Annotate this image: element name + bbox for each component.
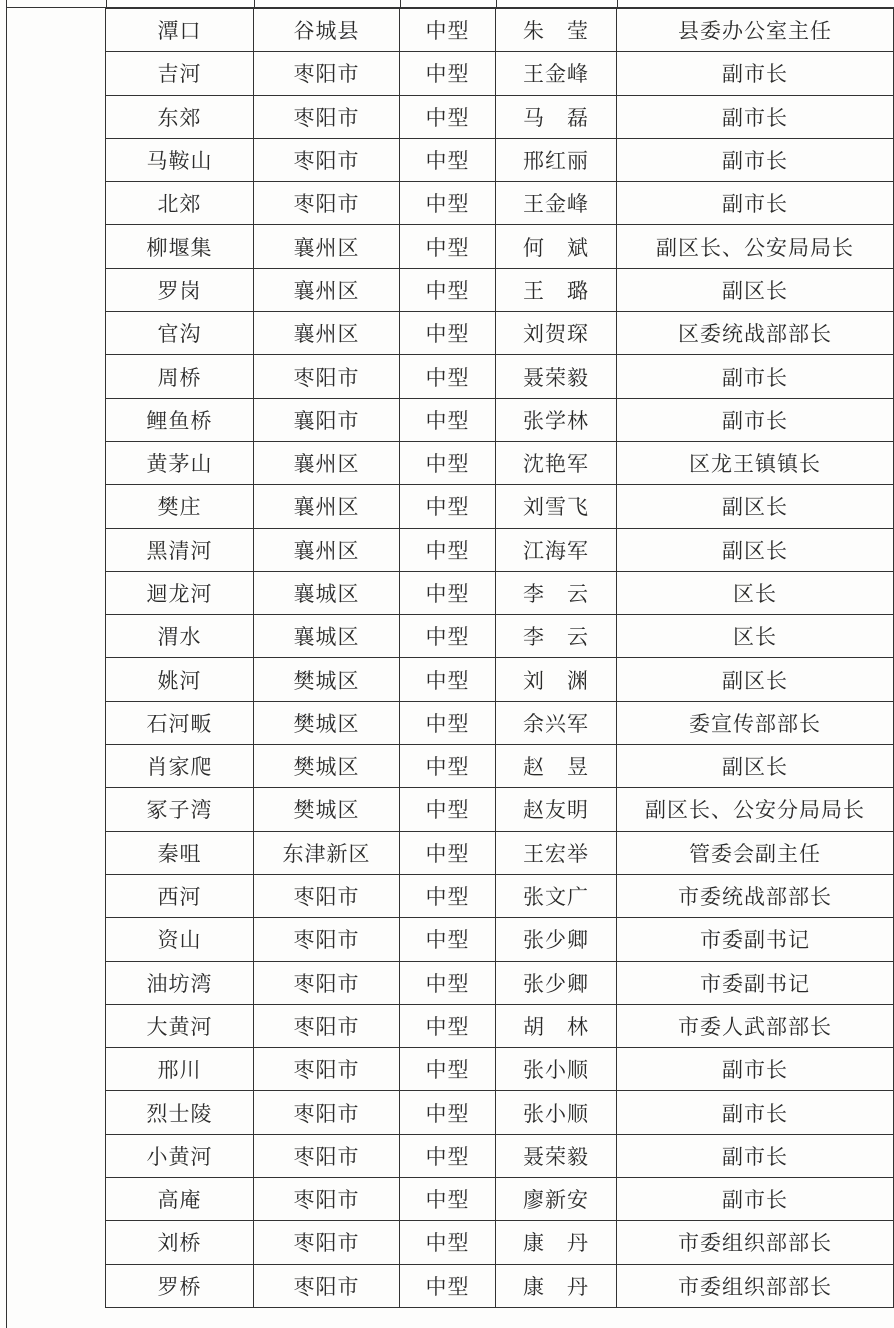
reservoir-name-cell: 西河 <box>106 874 254 917</box>
responsible-person-cell: 余兴军 <box>496 701 617 744</box>
region-cell: 枣阳市 <box>254 95 400 138</box>
reservoir-name-cell: 潭口 <box>106 9 254 52</box>
reservoir-name-cell: 肖家爬 <box>106 745 254 788</box>
reservoir-type-cell: 中型 <box>400 1004 496 1047</box>
reservoir-name-cell: 烈士陵 <box>106 1091 254 1134</box>
responsible-person-cell: 康 丹 <box>496 1221 617 1264</box>
reservoir-type-cell: 中型 <box>400 788 496 831</box>
table-body <box>106 9 894 1308</box>
table-row <box>106 441 894 484</box>
region-cell: 襄州区 <box>254 485 400 528</box>
table-top-edge <box>6 0 894 8</box>
responsible-person-cell: 沈艳军 <box>496 441 617 484</box>
reservoir-type-cell: 中型 <box>400 1048 496 1091</box>
responsible-person-cell: 廖新安 <box>496 1178 617 1221</box>
reservoir-type-cell: 中型 <box>400 658 496 701</box>
table-row <box>106 701 894 744</box>
reservoir-type-cell: 中型 <box>400 441 496 484</box>
reservoir-type-cell: 中型 <box>400 745 496 788</box>
reservoir-type-cell: 中型 <box>400 268 496 311</box>
region-cell: 枣阳市 <box>254 961 400 1004</box>
reservoir-type-cell: 中型 <box>400 485 496 528</box>
reservoir-name-cell: 资山 <box>106 918 254 961</box>
responsible-person-cell: 王金峰 <box>496 52 617 95</box>
reservoir-type-cell: 中型 <box>400 961 496 1004</box>
responsible-person-cell: 邢红丽 <box>496 138 617 181</box>
table-row <box>106 658 894 701</box>
position-cell: 县委办公室主任 <box>617 9 894 52</box>
reservoir-type-cell: 中型 <box>400 355 496 398</box>
position-cell: 市委组织部部长 <box>617 1221 894 1264</box>
position-cell: 副市长 <box>617 1178 894 1221</box>
position-cell: 市委组织部部长 <box>617 1264 894 1307</box>
table-row <box>106 1221 894 1264</box>
responsible-person-cell: 马 磊 <box>496 95 617 138</box>
region-cell: 枣阳市 <box>254 182 400 225</box>
reservoir-name-cell: 高庵 <box>106 1178 254 1221</box>
table-row <box>106 788 894 831</box>
responsible-person-cell: 王 璐 <box>496 268 617 311</box>
table-row <box>106 615 894 658</box>
reservoir-name-cell: 柳堰集 <box>106 225 254 268</box>
position-cell: 副区长 <box>617 745 894 788</box>
position-cell: 副市长 <box>617 1134 894 1177</box>
reservoir-name-cell: 小黄河 <box>106 1134 254 1177</box>
responsible-person-cell: 张少卿 <box>496 961 617 1004</box>
responsible-person-cell: 李 云 <box>496 615 617 658</box>
column-divider <box>254 0 255 8</box>
reservoir-name-cell: 罗岗 <box>106 268 254 311</box>
table-row <box>106 1091 894 1134</box>
responsible-person-cell: 刘 渊 <box>496 658 617 701</box>
region-cell: 樊城区 <box>254 701 400 744</box>
reservoir-name-cell: 刘桥 <box>106 1221 254 1264</box>
reservoir-name-cell: 鲤鱼桥 <box>106 398 254 441</box>
responsible-person-cell: 刘雪飞 <box>496 485 617 528</box>
column-divider <box>496 0 497 8</box>
position-cell: 副区长 <box>617 528 894 571</box>
table-row <box>106 1178 894 1221</box>
table-row <box>106 571 894 614</box>
region-cell: 枣阳市 <box>254 1178 400 1221</box>
position-cell: 副区长、公安分局局长 <box>617 788 894 831</box>
responsible-person-cell: 康 丹 <box>496 1264 617 1307</box>
reservoir-type-cell: 中型 <box>400 1134 496 1177</box>
table-row <box>106 312 894 355</box>
responsible-person-cell: 胡 林 <box>496 1004 617 1047</box>
table-row <box>106 95 894 138</box>
table-row <box>106 918 894 961</box>
region-cell: 襄州区 <box>254 312 400 355</box>
responsible-person-cell: 朱 莹 <box>496 9 617 52</box>
position-cell: 副区长 <box>617 658 894 701</box>
responsible-person-cell: 张学林 <box>496 398 617 441</box>
position-cell: 区龙王镇镇长 <box>617 441 894 484</box>
position-cell: 副市长 <box>617 355 894 398</box>
position-cell: 市委副书记 <box>617 961 894 1004</box>
region-cell: 枣阳市 <box>254 355 400 398</box>
reservoir-type-cell: 中型 <box>400 95 496 138</box>
reservoir-type-cell: 中型 <box>400 138 496 181</box>
reservoir-type-cell: 中型 <box>400 1264 496 1307</box>
responsible-person-cell: 江海军 <box>496 528 617 571</box>
position-cell: 副区长、公安局局长 <box>617 225 894 268</box>
region-cell: 枣阳市 <box>254 1221 400 1264</box>
reservoir-name-cell: 周桥 <box>106 355 254 398</box>
reservoir-type-cell: 中型 <box>400 701 496 744</box>
table-row <box>106 398 894 441</box>
table-row <box>106 1048 894 1091</box>
reservoir-type-cell: 中型 <box>400 398 496 441</box>
region-cell: 襄城区 <box>254 571 400 614</box>
table-row <box>106 9 894 52</box>
reservoir-type-cell: 中型 <box>400 312 496 355</box>
reservoir-type-cell: 中型 <box>400 831 496 874</box>
table-row <box>106 225 894 268</box>
table-row <box>106 182 894 225</box>
position-cell: 市委统战部部长 <box>617 874 894 917</box>
region-cell: 枣阳市 <box>254 138 400 181</box>
position-cell: 市委人武部部长 <box>617 1004 894 1047</box>
table-row <box>106 52 894 95</box>
reservoir-type-cell: 中型 <box>400 1178 496 1221</box>
reservoir-type-cell: 中型 <box>400 225 496 268</box>
region-cell: 樊城区 <box>254 658 400 701</box>
reservoir-name-cell: 北郊 <box>106 182 254 225</box>
reservoir-name-cell: 渭水 <box>106 615 254 658</box>
responsible-person-cell: 李 云 <box>496 571 617 614</box>
reservoir-name-cell: 官沟 <box>106 312 254 355</box>
reservoir-name-cell: 大黄河 <box>106 1004 254 1047</box>
position-cell: 副市长 <box>617 138 894 181</box>
table-row <box>106 745 894 788</box>
table-row <box>106 1134 894 1177</box>
responsible-person-cell: 刘贺琛 <box>496 312 617 355</box>
table-row <box>106 1264 894 1307</box>
responsible-person-cell: 王宏举 <box>496 831 617 874</box>
reservoir-name-cell: 姚河 <box>106 658 254 701</box>
position-cell: 副市长 <box>617 1091 894 1134</box>
reservoir-name-cell: 秦咀 <box>106 831 254 874</box>
reservoir-name-cell: 吉河 <box>106 52 254 95</box>
table-row <box>106 268 894 311</box>
responsible-person-cell: 张小顺 <box>496 1048 617 1091</box>
reservoir-type-cell: 中型 <box>400 615 496 658</box>
responsible-person-cell: 赵 昱 <box>496 745 617 788</box>
table-row <box>106 355 894 398</box>
position-cell: 区委统战部部长 <box>617 312 894 355</box>
reservoir-type-cell: 中型 <box>400 571 496 614</box>
reservoir-type-cell: 中型 <box>400 1091 496 1134</box>
position-cell: 区长 <box>617 615 894 658</box>
reservoir-name-cell: 油坊湾 <box>106 961 254 1004</box>
position-cell: 市委副书记 <box>617 918 894 961</box>
table-row <box>106 961 894 1004</box>
responsible-person-cell: 张小顺 <box>496 1091 617 1134</box>
reservoir-type-cell: 中型 <box>400 9 496 52</box>
position-cell: 委宣传部部长 <box>617 701 894 744</box>
position-cell: 副市长 <box>617 52 894 95</box>
region-cell: 枣阳市 <box>254 874 400 917</box>
reservoir-name-cell: 迴龙河 <box>106 571 254 614</box>
table-row <box>106 485 894 528</box>
reservoir-type-cell: 中型 <box>400 528 496 571</box>
responsible-person-cell: 张少卿 <box>496 918 617 961</box>
reservoir-responsibility-table <box>105 8 894 1308</box>
reservoir-name-cell: 东郊 <box>106 95 254 138</box>
region-cell: 襄阳市 <box>254 398 400 441</box>
region-cell: 枣阳市 <box>254 52 400 95</box>
responsible-person-cell: 赵友明 <box>496 788 617 831</box>
region-cell: 襄州区 <box>254 225 400 268</box>
table-row <box>106 1004 894 1047</box>
position-cell: 副市长 <box>617 1048 894 1091</box>
region-cell: 枣阳市 <box>254 1091 400 1134</box>
region-cell: 樊城区 <box>254 788 400 831</box>
reservoir-type-cell: 中型 <box>400 52 496 95</box>
position-cell: 区长 <box>617 571 894 614</box>
position-cell: 副区长 <box>617 485 894 528</box>
region-cell: 襄州区 <box>254 528 400 571</box>
position-cell: 副市长 <box>617 182 894 225</box>
region-cell: 枣阳市 <box>254 1134 400 1177</box>
reservoir-name-cell: 石河畈 <box>106 701 254 744</box>
reservoir-name-cell: 樊庄 <box>106 485 254 528</box>
region-cell: 谷城县 <box>254 9 400 52</box>
reservoir-name-cell: 邢川 <box>106 1048 254 1091</box>
responsible-person-cell: 王金峰 <box>496 182 617 225</box>
responsible-person-cell: 聂荣毅 <box>496 1134 617 1177</box>
responsible-person-cell: 张文广 <box>496 874 617 917</box>
table-row <box>106 874 894 917</box>
reservoir-type-cell: 中型 <box>400 918 496 961</box>
region-cell: 襄州区 <box>254 441 400 484</box>
column-divider <box>617 0 618 8</box>
position-cell: 管委会副主任 <box>617 831 894 874</box>
region-cell: 枣阳市 <box>254 1048 400 1091</box>
region-cell: 襄州区 <box>254 268 400 311</box>
responsible-person-cell: 聂荣毅 <box>496 355 617 398</box>
responsible-person-cell: 何 斌 <box>496 225 617 268</box>
table-row <box>106 831 894 874</box>
reservoir-name-cell: 罗桥 <box>106 1264 254 1307</box>
reservoir-name-cell: 马鞍山 <box>106 138 254 181</box>
column-divider <box>400 0 401 8</box>
position-cell: 副区长 <box>617 268 894 311</box>
reservoir-type-cell: 中型 <box>400 1221 496 1264</box>
column-divider <box>106 0 107 8</box>
reservoir-name-cell: 冢子湾 <box>106 788 254 831</box>
table-row <box>106 138 894 181</box>
region-cell: 枣阳市 <box>254 918 400 961</box>
position-cell: 副市长 <box>617 95 894 138</box>
reservoir-type-cell: 中型 <box>400 182 496 225</box>
position-cell: 副市长 <box>617 398 894 441</box>
region-cell: 枣阳市 <box>254 1264 400 1307</box>
region-cell: 襄城区 <box>254 615 400 658</box>
reservoir-type-cell: 中型 <box>400 874 496 917</box>
region-cell: 枣阳市 <box>254 1004 400 1047</box>
reservoir-name-cell: 黄茅山 <box>106 441 254 484</box>
table-row <box>106 528 894 571</box>
region-cell: 东津新区 <box>254 831 400 874</box>
region-cell: 樊城区 <box>254 745 400 788</box>
merged-category-cell <box>6 8 106 1328</box>
reservoir-name-cell: 黑清河 <box>106 528 254 571</box>
